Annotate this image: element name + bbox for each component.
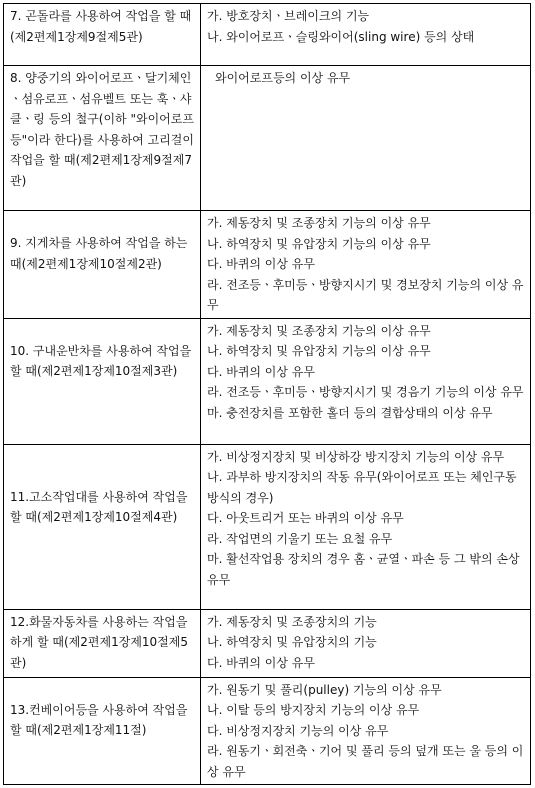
- check-items-cell: [201, 66, 531, 211]
- check-item: 가. 제동장치 및 조종장치 기능의 이상 유무: [207, 216, 431, 230]
- table-row: [4, 211, 531, 319]
- check-items-cell: [201, 318, 531, 444]
- check-item: 와이어로프등의 이상 유무: [215, 71, 351, 85]
- task-cell: [4, 66, 201, 211]
- check-items-cell: [201, 4, 531, 66]
- check-item: 라. 작업면의 기울기 또는 요철 유무: [207, 531, 393, 546]
- task-text: 8. 양중기의 와이어로프ㆍ달기체인ㆍ섬유로프ㆍ섬유벨트 또는 훅ㆍ샤클ㆍ링 등의 철구(이하 "와이어로프등"이라 한다)를 사용하여 고리걸이작업을 할 때(제2편제1장제9절제7관): [10, 71, 194, 188]
- inspection-checklist-table: [3, 3, 531, 785]
- table-row: [4, 4, 531, 66]
- check-item: 라. 원동기ㆍ회전축ㆍ기어 및 풀리 등의 덮개 또는 울 등의 이상 유무: [207, 744, 524, 779]
- check-item: 나. 하역장치 및 유압장치의 기능: [207, 635, 377, 649]
- check-item: 가. 방호장치ㆍ브레이크의 기능: [207, 9, 370, 23]
- task-cell: [4, 318, 201, 444]
- check-item: 라. 전조등ㆍ후미등ㆍ방향지시기 및 경보장치 기능의 이상 유무: [207, 277, 524, 312]
- check-items-cell: [201, 444, 531, 609]
- check-items-cell: [201, 677, 531, 785]
- check-item: 다. 비상정지장치 기능의 이상 유무: [207, 723, 389, 738]
- check-item: 나. 하역장치 및 유압장치 기능의 이상 유무: [207, 344, 431, 358]
- check-item: 가. 원동기 및 풀리(pulley) 기능의 이상 유무: [207, 682, 442, 697]
- table-row: [4, 677, 531, 785]
- table-row: [4, 318, 531, 444]
- check-item: 나. 와이어로프ㆍ슬링와이어(sling wire) 등의 상태: [207, 29, 475, 44]
- task-cell: [4, 677, 201, 785]
- task-cell: [4, 609, 201, 677]
- check-item: 다. 바퀴의 이상 유무: [207, 257, 315, 271]
- check-item: 나. 이탈 등의 방지장치 기능의 이상 유무: [207, 703, 420, 717]
- check-item: 다. 바퀴의 이상 유무: [207, 655, 315, 670]
- task-cell: [4, 4, 201, 66]
- check-item: 가. 제동장치 및 조종장치 기능의 이상 유무: [207, 323, 431, 338]
- check-item: 마. 활선작업용 장치의 경우 홈ㆍ균열ㆍ파손 등 그 밖의 손상 유무: [207, 552, 520, 587]
- task-text: 9. 지게차를 사용하여 작업을 하는 때(제2편제1장제10절제2관): [10, 236, 188, 271]
- task-text: 10. 구내운반차를 사용하여 작업을 할 때(제2편제1장제10절제3관): [10, 343, 192, 378]
- check-item: 가. 비상정지장치 및 비상하강 방지장치 기능의 이상 유무: [207, 449, 505, 464]
- check-item: 다. 바퀴의 이상 유무: [207, 364, 315, 379]
- table-row: [4, 66, 531, 211]
- task-text: 13.컨베이어등을 사용하여 작업을 할 때(제2편제1장제11절): [10, 702, 188, 737]
- task-text: 11.고소작업대를 사용하여 작업을 할 때(제2편제1장제10절제4관): [10, 489, 188, 524]
- table-row: [4, 609, 531, 677]
- check-item: 라. 전조등ㆍ후미등ㆍ방향지시기 및 경음기 기능의 이상 유무: [207, 385, 524, 399]
- check-item: 다. 아웃트리거 또는 바퀴의 이상 유무: [207, 511, 404, 525]
- task-cell: [4, 211, 201, 319]
- check-item: 나. 과부하 방지장치의 작동 유무(와이어로프 또는 체인구동방식의 경우): [207, 470, 517, 505]
- task-text: 7. 곤돌라를 사용하여 작업을 할 때(제2편제1장제9절제5관): [10, 9, 192, 44]
- task-cell: [4, 444, 201, 609]
- task-text: 12.화물자동차를 사용하는 작업을 하게 할 때(제2편제1장제10절제5관): [10, 614, 188, 670]
- table-row: [4, 444, 531, 609]
- check-items-cell: [201, 609, 531, 677]
- check-items-cell: [201, 211, 531, 319]
- check-item: 가. 제동장치 및 조종장치의 기능: [207, 614, 377, 629]
- check-item: 마. 충전장치를 포함한 홀더 등의 결합상태의 이상 유무: [207, 405, 493, 420]
- check-item: 나. 하역장치 및 유압장치 기능의 이상 유무: [207, 236, 431, 251]
